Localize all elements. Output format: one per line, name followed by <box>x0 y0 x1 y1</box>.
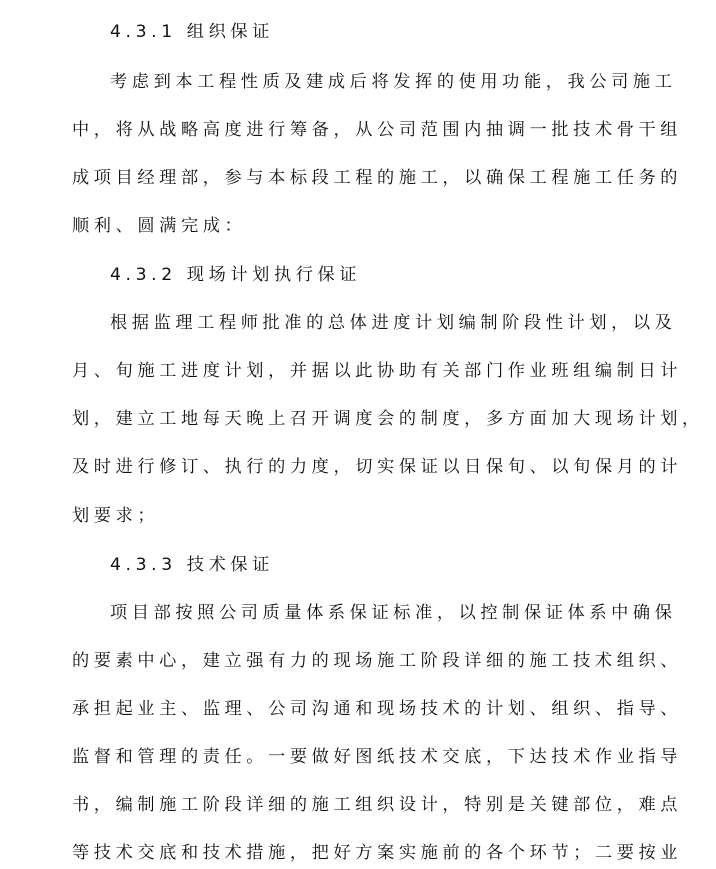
paragraph-line: 的要素中心，建立强有力的现场施工阶段详细的施工技术组织、 <box>72 651 683 671</box>
paragraph-line: 项目部按照公司质量体系保证标准，以控制保证体系中确保 <box>110 603 677 623</box>
paragraph-line: 等技术交底和技术措施，把好方案实施前的各个环节；二要按业 <box>72 843 683 863</box>
paragraph-line: 顺利、圆满完成： <box>72 216 247 236</box>
paragraph-line: 及时进行修订、执行的力度，切实保证以日保旬、以旬保月的计 <box>72 457 683 477</box>
paragraph-line: 月、旬施工进度计划，并据以此协助有关部门作业班组编制日计 <box>72 361 683 381</box>
paragraph-line: 划，建立工地每天晚上召开调度会的制度，多方面加大现场计划， <box>72 409 704 429</box>
paragraph-line: 根据监理工程师批准的总体进度计划编制阶段性计划，以及 <box>110 313 677 333</box>
paragraph-line: 划要求； <box>72 506 160 526</box>
paragraph-line: 监督和管理的责任。一要做好图纸技术交底，下达技术作业指导 <box>72 747 683 767</box>
paragraph-line: 成项目经理部，参与本标段工程的施工，以确保工程施工任务的 <box>72 168 683 188</box>
section-heading: 4.3.2 现场计划执行保证 <box>110 265 362 285</box>
paragraph-line: 中，将从战略高度进行筹备，从公司范围内抽调一批技术骨干组 <box>72 120 683 140</box>
paragraph-line: 考虑到本工程性质及建成后将发挥的使用功能，我公司施工 <box>110 72 677 92</box>
section-heading: 4.3.3 技术保证 <box>110 555 274 575</box>
paragraph-line: 承担起业主、监理、公司沟通和现场技术的计划、组织、指导、 <box>72 699 683 719</box>
section-heading: 4.3.1 组织保证 <box>110 22 274 42</box>
paragraph-line: 书，编制施工阶段详细的施工组织设计，特别是关键部位，难点 <box>72 795 683 815</box>
